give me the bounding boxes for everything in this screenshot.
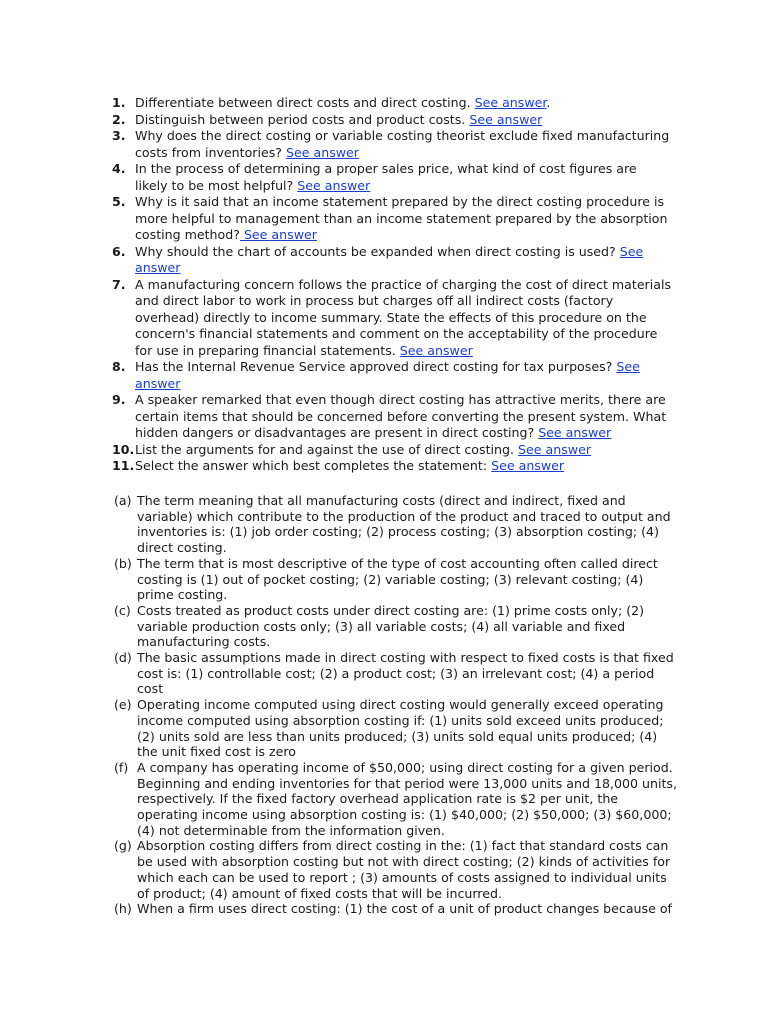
choice-label: (a) — [114, 493, 132, 508]
question-text: In the process of determining a proper sales price, what kind of cost figures are likely to be most helpful? — [135, 161, 637, 193]
choice-text: The term that is most descriptive of the type of cost accounting often called direct costing is (1) out of pocket costing; (2) variable costing; (3) relevant costing; (4) prime costing. — [137, 555, 658, 603]
question-number: 11. — [112, 458, 135, 473]
question-number: 5. — [112, 194, 126, 209]
see-answer-link[interactable]: See answer — [474, 95, 547, 110]
question-item — [112, 392, 672, 442]
question-text: Differentiate between direct costs and direct costing. — [135, 95, 471, 110]
question-item — [112, 95, 672, 112]
question-text: Select the answer which best completes the statement: — [135, 458, 488, 473]
question-number: 9. — [112, 392, 126, 407]
choice-text: A company has operating income of $50,000; using direct costing for a given period. Beginning and ending inventories for that period were 13,000 units and 18,000 units, respectively. If the fixed factory overhead application rate is $2 per unit, the operating income using absorption costing is: (1) $40,000; (2) $50,000; (3) $60,000; (4) not determinable from the information given. — [137, 759, 677, 838]
question-trailing-punct: . — [546, 95, 551, 110]
choice-item — [114, 650, 680, 697]
see-answer-link[interactable]: See answer — [135, 243, 644, 275]
question-number: 8. — [112, 359, 126, 374]
question-item — [112, 442, 672, 459]
choice-text: Costs treated as product costs under direct costing are: (1) prime costs only; (2) variable production costs only; (3) all variable costs; (4) all variable and fixed manufacturing costs. — [137, 602, 645, 650]
question-item — [112, 244, 672, 277]
choice-item — [114, 697, 680, 760]
see-answer-link[interactable]: See answer — [538, 425, 612, 440]
question-text: Why is it said that an income statement prepared by the direct costing procedure is more helpful to management than an income statement prepared by the absorption costing method? — [135, 194, 668, 242]
question-text: A manufacturing concern follows the practice of charging the cost of direct materials and direct labor to work in process but charges off all indirect costs (factory overhead) directly to income summary. State the effects of this procedure on the concern's financial statements and comment on the acceptability of the procedure for use in preparing financial statements. — [135, 276, 672, 358]
see-answer-link[interactable]: See answer — [399, 342, 473, 358]
choice-item — [114, 901, 680, 917]
question-list — [112, 95, 672, 475]
question-item — [112, 194, 672, 244]
question-text: Why does the direct costing or variable costing theorist exclude fixed manufacturing costs from inventories? — [135, 128, 670, 160]
choice-label: (b) — [114, 555, 132, 571]
choice-item — [114, 838, 680, 901]
see-answer-link[interactable]: See answer — [491, 458, 565, 473]
choice-item — [114, 493, 680, 556]
question-number: 6. — [112, 243, 126, 259]
question-item — [112, 128, 672, 161]
question-item — [112, 161, 672, 194]
choice-label: (h) — [114, 901, 132, 917]
question-number: 4. — [112, 161, 126, 176]
question-item — [112, 112, 672, 129]
question-number: 7. — [112, 276, 126, 292]
question-text: A speaker remarked that even though direct costing has attractive merits, there are certain items that should be concerned before converting the present system. What hidden dangers or disadvantages are present in direct costing? — [135, 392, 667, 440]
see-answer-link[interactable]: See answer — [135, 359, 640, 391]
see-answer-link[interactable]: See answer — [239, 227, 317, 242]
question-item — [112, 458, 672, 475]
question-number: 3. — [112, 128, 126, 143]
question-text: Distinguish between period costs and product costs. — [135, 111, 466, 127]
see-answer-link[interactable]: See answer — [286, 144, 359, 160]
see-answer-link[interactable]: See answer — [469, 111, 543, 127]
choice-text: Absorption costing differs from direct costing in the: (1) fact that standard costs can be used with absorption costing but not with direct costing; (2) kinds of activities for which each can be used to report ; (3) amounts of costs assigned to individual units of product; (4) amount of fixed costs that will be incurred. — [137, 838, 671, 901]
choice-label: (d) — [114, 650, 132, 666]
choice-text: Operating income computed using direct costing would generally exceed operating income computed using absorption costing if: (1) units sold exceed units produced; (2) units sold are less than units produced; (3) units sold equal units produced; (4) the unit fixed cost is zero — [137, 697, 664, 760]
choice-label: (c) — [114, 602, 131, 618]
question-item — [112, 277, 672, 360]
choice-item — [114, 556, 680, 603]
choice-label: (f) — [114, 759, 129, 775]
choice-text: The basic assumptions made in direct costing with respect to fixed costs is that fixed cost is: (1) controllable cost; (2) a product cost; (3) an irrelevant cost; (4) a period cost — [137, 650, 674, 697]
question-item — [112, 359, 672, 392]
see-answer-link[interactable]: See answer — [518, 441, 591, 457]
choice-list — [114, 493, 680, 917]
question-text: List the arguments for and against the use of direct costing. — [135, 441, 514, 457]
choice-item — [114, 760, 680, 839]
question-number: 10. — [112, 441, 135, 457]
choice-item — [114, 603, 680, 650]
choice-text: When a firm uses direct costing: (1) the cost of a unit of product changes because of — [137, 901, 672, 917]
question-number: 2. — [112, 111, 126, 127]
question-text: Has the Internal Revenue Service approved direct costing for tax purposes? — [135, 359, 613, 374]
choice-label: (e) — [114, 697, 132, 713]
choice-label: (g) — [114, 838, 132, 854]
question-text: Why should the chart of accounts be expanded when direct costing is used? — [135, 243, 616, 259]
choice-text: The term meaning that all manufacturing costs (direct and indirect, fixed and variable) which contribute to the production of the product and traced to output and inventories is: (1) job order costing; (2) process costing; (3) absorption costing; (4) direct costing. — [137, 493, 671, 556]
see-answer-link[interactable]: See answer — [297, 177, 371, 193]
question-number: 1. — [112, 95, 126, 110]
